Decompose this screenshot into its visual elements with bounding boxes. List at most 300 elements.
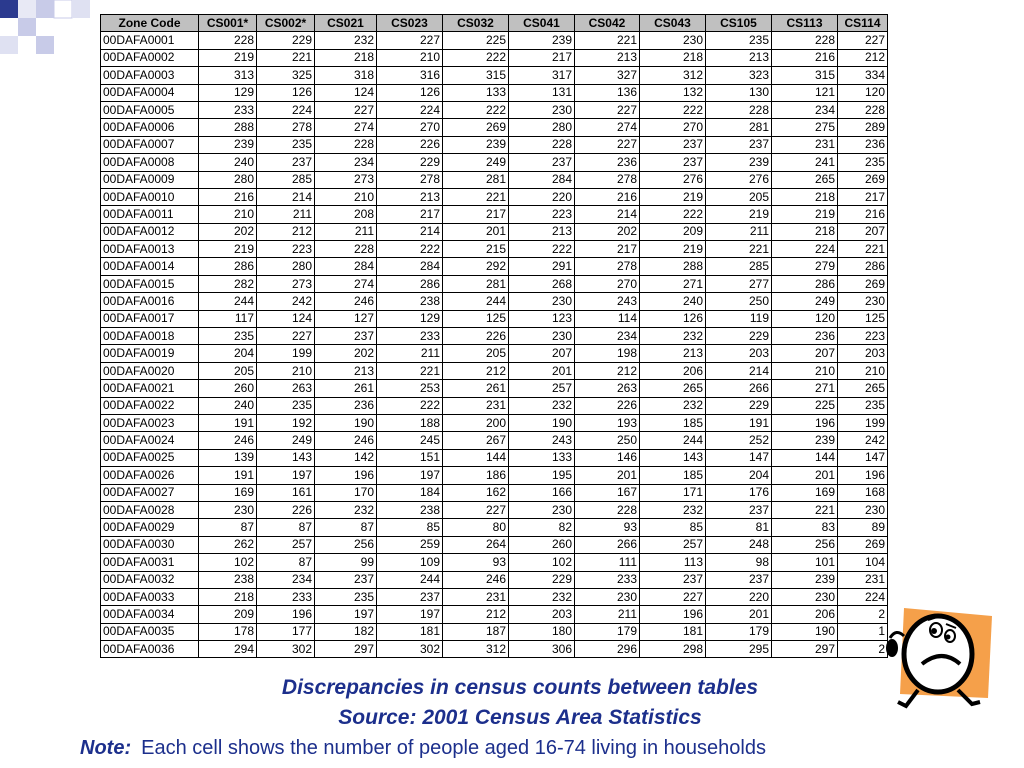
table-row (101, 171, 888, 188)
count-cell: 273 (315, 171, 377, 188)
table-row (101, 241, 888, 258)
count-cell: 241 (772, 154, 838, 171)
count-cell: 198 (575, 345, 640, 362)
zone-code-cell: 00DAFA0001 (101, 32, 199, 49)
count-cell: 205 (199, 362, 257, 379)
count-cell: 231 (443, 588, 509, 605)
count-cell: 315 (772, 67, 838, 84)
zone-code-cell: 00DAFA0025 (101, 449, 199, 466)
column-header-cs001-star: CS001* (199, 15, 257, 32)
count-cell: 235 (706, 32, 772, 49)
column-header-cs042: CS042 (575, 15, 640, 32)
count-cell: 317 (509, 67, 575, 84)
count-cell: 233 (377, 328, 443, 345)
count-cell: 197 (315, 606, 377, 623)
count-cell: 246 (315, 293, 377, 310)
count-cell: 213 (706, 49, 772, 66)
count-cell: 217 (838, 188, 888, 205)
count-cell: 224 (377, 101, 443, 118)
count-cell: 334 (838, 67, 888, 84)
count-cell: 221 (706, 241, 772, 258)
count-cell: 315 (443, 67, 509, 84)
count-cell: 99 (315, 554, 377, 571)
count-cell: 203 (509, 606, 575, 623)
count-cell: 221 (377, 362, 443, 379)
count-cell: 212 (443, 606, 509, 623)
count-cell: 215 (443, 241, 509, 258)
count-cell: 278 (575, 171, 640, 188)
count-cell: 239 (199, 136, 257, 153)
count-cell: 229 (706, 328, 772, 345)
count-cell: 206 (772, 606, 838, 623)
count-cell: 228 (772, 32, 838, 49)
count-cell: 82 (509, 519, 575, 536)
count-cell: 210 (257, 362, 315, 379)
count-cell: 123 (509, 310, 575, 327)
count-cell: 197 (377, 606, 443, 623)
count-cell: 177 (257, 623, 315, 640)
count-cell: 269 (838, 536, 888, 553)
count-cell: 236 (575, 154, 640, 171)
table-row (101, 67, 888, 84)
zone-code-cell: 00DAFA0022 (101, 397, 199, 414)
count-cell: 212 (257, 223, 315, 240)
count-cell: 210 (315, 188, 377, 205)
count-cell: 296 (575, 641, 640, 658)
count-cell: 161 (257, 484, 315, 501)
count-cell: 228 (315, 241, 377, 258)
count-cell: 238 (199, 571, 257, 588)
count-cell: 313 (199, 67, 257, 84)
count-cell: 211 (315, 223, 377, 240)
count-cell: 211 (575, 606, 640, 623)
count-cell: 199 (257, 345, 315, 362)
count-cell: 256 (772, 536, 838, 553)
count-cell: 102 (509, 554, 575, 571)
count-cell: 117 (199, 310, 257, 327)
count-cell: 151 (377, 449, 443, 466)
table-row (101, 467, 888, 484)
count-cell: 228 (199, 32, 257, 49)
table-body (101, 32, 888, 658)
count-cell: 213 (509, 223, 575, 240)
column-header-cs032: CS032 (443, 15, 509, 32)
zone-code-cell: 00DAFA0005 (101, 101, 199, 118)
count-cell: 219 (199, 49, 257, 66)
count-cell: 232 (640, 328, 706, 345)
count-cell: 139 (199, 449, 257, 466)
count-cell: 191 (199, 414, 257, 431)
count-cell: 200 (443, 414, 509, 431)
count-cell: 187 (443, 623, 509, 640)
count-cell: 132 (640, 84, 706, 101)
count-cell: 216 (199, 188, 257, 205)
count-cell: 249 (772, 293, 838, 310)
count-cell: 208 (315, 206, 377, 223)
count-cell: 232 (509, 397, 575, 414)
count-cell: 211 (706, 223, 772, 240)
count-cell: 85 (640, 519, 706, 536)
count-cell: 228 (509, 136, 575, 153)
count-cell: 234 (772, 101, 838, 118)
count-cell: 274 (575, 119, 640, 136)
count-cell: 281 (706, 119, 772, 136)
count-cell: 286 (377, 275, 443, 292)
zone-code-cell: 00DAFA0035 (101, 623, 199, 640)
note-label: Note: (80, 737, 132, 759)
count-cell: 217 (377, 206, 443, 223)
count-cell: 227 (257, 328, 315, 345)
count-cell: 266 (706, 380, 772, 397)
count-cell: 261 (443, 380, 509, 397)
count-cell: 207 (838, 223, 888, 240)
count-cell: 228 (706, 101, 772, 118)
count-cell: 218 (315, 49, 377, 66)
count-cell: 249 (443, 154, 509, 171)
count-cell: 206 (640, 362, 706, 379)
count-cell: 237 (509, 154, 575, 171)
count-cell: 285 (706, 258, 772, 275)
count-cell: 235 (838, 154, 888, 171)
count-cell: 297 (315, 641, 377, 658)
count-cell: 239 (706, 154, 772, 171)
count-cell: 222 (640, 206, 706, 223)
count-cell: 230 (838, 293, 888, 310)
zone-code-cell: 00DAFA0012 (101, 223, 199, 240)
column-header-zone-code: Zone Code (101, 15, 199, 32)
table-row (101, 536, 888, 553)
count-cell: 211 (377, 345, 443, 362)
count-cell: 225 (772, 397, 838, 414)
count-cell: 111 (575, 554, 640, 571)
count-cell: 280 (257, 258, 315, 275)
table-row (101, 414, 888, 431)
count-cell: 212 (838, 49, 888, 66)
count-cell: 191 (199, 467, 257, 484)
count-cell: 316 (377, 67, 443, 84)
count-cell: 102 (199, 554, 257, 571)
count-cell: 232 (509, 588, 575, 605)
count-cell: 285 (257, 171, 315, 188)
count-cell: 124 (257, 310, 315, 327)
count-cell: 201 (575, 467, 640, 484)
count-cell: 176 (706, 484, 772, 501)
count-cell: 312 (443, 641, 509, 658)
count-cell: 234 (257, 571, 315, 588)
count-cell: 280 (509, 119, 575, 136)
count-cell: 231 (772, 136, 838, 153)
count-cell: 130 (706, 84, 772, 101)
count-cell: 143 (640, 449, 706, 466)
count-cell: 224 (838, 588, 888, 605)
count-cell: 180 (509, 623, 575, 640)
count-cell: 195 (509, 467, 575, 484)
count-cell: 196 (640, 606, 706, 623)
count-cell: 239 (772, 432, 838, 449)
table-row (101, 397, 888, 414)
column-header-cs041: CS041 (509, 15, 575, 32)
count-cell: 114 (575, 310, 640, 327)
count-cell: 252 (706, 432, 772, 449)
header-row (101, 15, 888, 32)
count-cell: 205 (443, 345, 509, 362)
zone-code-cell: 00DAFA0021 (101, 380, 199, 397)
count-cell: 239 (509, 32, 575, 49)
count-cell: 214 (377, 223, 443, 240)
count-cell: 120 (838, 84, 888, 101)
count-cell: 269 (443, 119, 509, 136)
count-cell: 239 (772, 571, 838, 588)
table-row (101, 432, 888, 449)
count-cell: 143 (257, 449, 315, 466)
count-cell: 89 (838, 519, 888, 536)
count-cell: 323 (706, 67, 772, 84)
count-cell: 121 (772, 84, 838, 101)
zone-code-cell: 00DAFA0014 (101, 258, 199, 275)
count-cell: 217 (575, 241, 640, 258)
count-cell: 169 (199, 484, 257, 501)
count-cell: 83 (772, 519, 838, 536)
table-row (101, 49, 888, 66)
count-cell: 210 (772, 362, 838, 379)
count-cell: 193 (575, 414, 640, 431)
table-row (101, 501, 888, 518)
count-cell: 270 (377, 119, 443, 136)
count-cell: 223 (509, 206, 575, 223)
table-row (101, 84, 888, 101)
table-row (101, 623, 888, 640)
count-cell: 235 (315, 588, 377, 605)
count-cell: 295 (706, 641, 772, 658)
count-cell: 93 (575, 519, 640, 536)
count-cell: 240 (640, 293, 706, 310)
count-cell: 232 (640, 397, 706, 414)
count-cell: 185 (640, 414, 706, 431)
count-cell: 209 (199, 606, 257, 623)
count-cell: 244 (640, 432, 706, 449)
count-cell: 239 (443, 136, 509, 153)
count-cell: 167 (575, 484, 640, 501)
count-cell: 113 (640, 554, 706, 571)
zone-code-cell: 00DAFA0010 (101, 188, 199, 205)
count-cell: 179 (706, 623, 772, 640)
count-cell: 225 (443, 32, 509, 49)
table-row (101, 380, 888, 397)
note-text: Each cell shows the number of people aged 16-74 living in households (141, 737, 766, 759)
count-cell: 277 (706, 275, 772, 292)
count-cell: 219 (199, 241, 257, 258)
count-cell: 291 (509, 258, 575, 275)
table-row (101, 101, 888, 118)
zone-code-cell: 00DAFA0008 (101, 154, 199, 171)
zone-code-cell: 00DAFA0032 (101, 571, 199, 588)
count-cell: 286 (199, 258, 257, 275)
count-cell: 201 (706, 606, 772, 623)
count-cell: 119 (706, 310, 772, 327)
count-cell: 98 (706, 554, 772, 571)
count-cell: 269 (838, 171, 888, 188)
table-row (101, 571, 888, 588)
zone-code-cell: 00DAFA0023 (101, 414, 199, 431)
count-cell: 221 (257, 49, 315, 66)
count-cell: 201 (509, 362, 575, 379)
count-cell: 125 (443, 310, 509, 327)
count-cell: 229 (706, 397, 772, 414)
column-header-cs043: CS043 (640, 15, 706, 32)
count-cell: 288 (640, 258, 706, 275)
count-cell: 126 (640, 310, 706, 327)
count-cell: 235 (257, 136, 315, 153)
count-cell: 226 (443, 328, 509, 345)
count-cell: 144 (443, 449, 509, 466)
count-cell: 133 (509, 449, 575, 466)
count-cell: 250 (575, 432, 640, 449)
count-cell: 231 (838, 571, 888, 588)
table-row (101, 641, 888, 658)
count-cell: 202 (315, 345, 377, 362)
count-cell: 224 (257, 101, 315, 118)
count-cell: 220 (509, 188, 575, 205)
table-row (101, 119, 888, 136)
table-row (101, 32, 888, 49)
count-cell: 221 (838, 241, 888, 258)
zone-code-cell: 00DAFA0019 (101, 345, 199, 362)
zone-code-cell: 00DAFA0020 (101, 362, 199, 379)
count-cell: 129 (199, 84, 257, 101)
count-cell: 232 (640, 501, 706, 518)
count-cell: 240 (199, 154, 257, 171)
count-cell: 210 (199, 206, 257, 223)
count-cell: 232 (315, 501, 377, 518)
column-header-cs114: CS114 (838, 15, 888, 32)
count-cell: 292 (443, 258, 509, 275)
count-cell: 218 (640, 49, 706, 66)
count-cell: 223 (257, 241, 315, 258)
count-cell: 244 (199, 293, 257, 310)
count-cell: 204 (706, 467, 772, 484)
count-cell: 101 (772, 554, 838, 571)
count-cell: 228 (315, 136, 377, 153)
table-row (101, 484, 888, 501)
count-cell: 205 (706, 188, 772, 205)
count-cell: 230 (772, 588, 838, 605)
count-cell: 214 (257, 188, 315, 205)
count-cell: 170 (315, 484, 377, 501)
count-cell: 209 (640, 223, 706, 240)
count-cell: 93 (443, 554, 509, 571)
count-cell: 203 (838, 345, 888, 362)
count-cell: 211 (257, 206, 315, 223)
count-cell: 268 (509, 275, 575, 292)
count-cell: 190 (772, 623, 838, 640)
count-cell: 87 (257, 519, 315, 536)
count-cell: 213 (315, 362, 377, 379)
zone-code-cell: 00DAFA0034 (101, 606, 199, 623)
count-cell: 191 (706, 414, 772, 431)
zone-code-cell: 00DAFA0002 (101, 49, 199, 66)
count-cell: 246 (443, 571, 509, 588)
count-cell: 87 (199, 519, 257, 536)
count-cell: 222 (509, 241, 575, 258)
count-cell: 219 (706, 206, 772, 223)
table-header (101, 15, 888, 32)
checker-squares-icon (0, 0, 90, 60)
count-cell: 244 (443, 293, 509, 310)
count-cell: 294 (199, 641, 257, 658)
count-cell: 222 (640, 101, 706, 118)
count-cell: 242 (257, 293, 315, 310)
count-cell: 196 (257, 606, 315, 623)
count-cell: 306 (509, 641, 575, 658)
zone-code-cell: 00DAFA0015 (101, 275, 199, 292)
count-cell: 265 (640, 380, 706, 397)
count-cell: 87 (257, 554, 315, 571)
count-cell: 226 (257, 501, 315, 518)
count-cell: 202 (199, 223, 257, 240)
zone-code-cell: 00DAFA0009 (101, 171, 199, 188)
count-cell: 221 (575, 32, 640, 49)
table-row (101, 223, 888, 240)
count-cell: 302 (377, 641, 443, 658)
count-cell: 237 (706, 571, 772, 588)
zone-code-cell: 00DAFA0013 (101, 241, 199, 258)
table-row (101, 345, 888, 362)
count-cell: 270 (640, 119, 706, 136)
count-cell: 136 (575, 84, 640, 101)
count-cell: 218 (199, 588, 257, 605)
count-cell: 2 (838, 641, 888, 658)
count-cell: 230 (199, 501, 257, 518)
count-cell: 81 (706, 519, 772, 536)
count-cell: 253 (377, 380, 443, 397)
count-cell: 233 (199, 101, 257, 118)
count-cell: 120 (772, 310, 838, 327)
count-cell: 312 (640, 67, 706, 84)
count-cell: 127 (315, 310, 377, 327)
count-cell: 237 (315, 328, 377, 345)
table-row (101, 362, 888, 379)
count-cell: 203 (706, 345, 772, 362)
count-cell: 222 (443, 49, 509, 66)
count-cell: 227 (575, 136, 640, 153)
count-cell: 271 (772, 380, 838, 397)
count-cell: 226 (575, 397, 640, 414)
zone-code-cell: 00DAFA0011 (101, 206, 199, 223)
count-cell: 262 (199, 536, 257, 553)
count-cell: 185 (640, 467, 706, 484)
count-cell: 131 (509, 84, 575, 101)
count-cell: 126 (377, 84, 443, 101)
zone-code-cell: 00DAFA0031 (101, 554, 199, 571)
count-cell: 244 (377, 571, 443, 588)
count-cell: 230 (838, 501, 888, 518)
zone-code-cell: 00DAFA0007 (101, 136, 199, 153)
count-cell: 237 (377, 588, 443, 605)
count-cell: 264 (443, 536, 509, 553)
count-cell: 181 (377, 623, 443, 640)
zone-code-cell: 00DAFA0036 (101, 641, 199, 658)
zone-code-cell: 00DAFA0016 (101, 293, 199, 310)
zone-code-cell: 00DAFA0026 (101, 467, 199, 484)
count-cell: 237 (640, 154, 706, 171)
count-cell: 221 (772, 501, 838, 518)
zone-code-cell: 00DAFA0004 (101, 84, 199, 101)
count-cell: 214 (575, 206, 640, 223)
count-cell: 286 (838, 258, 888, 275)
count-cell: 201 (443, 223, 509, 240)
count-cell: 2 (838, 606, 888, 623)
zone-code-cell: 00DAFA0003 (101, 67, 199, 84)
